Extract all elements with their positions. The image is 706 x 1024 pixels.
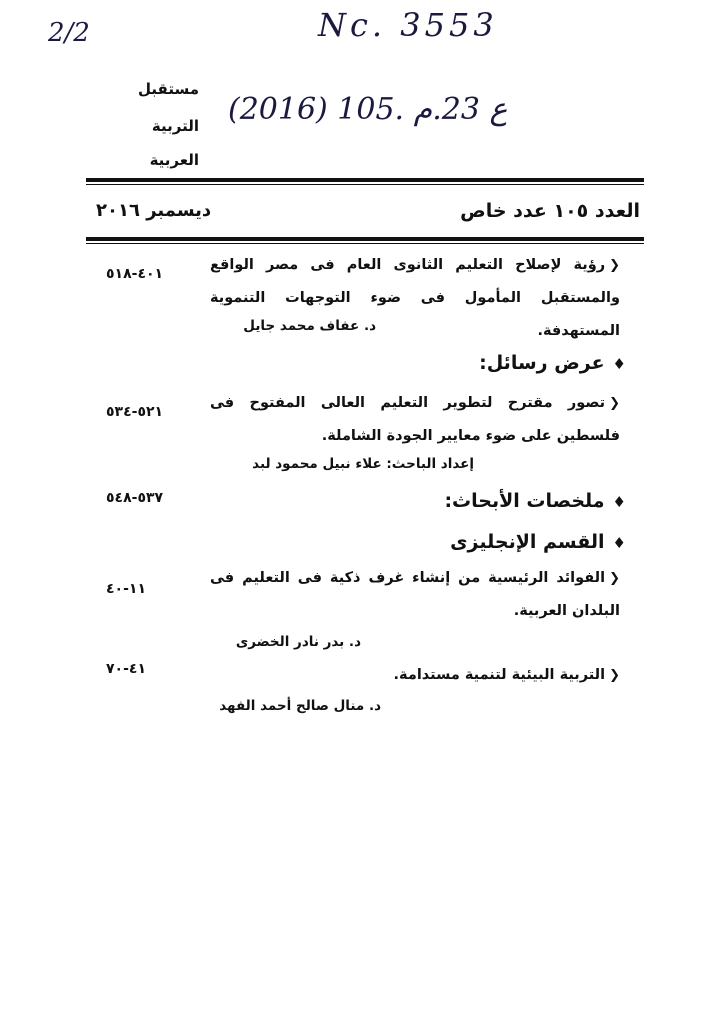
section-heading bbox=[444, 490, 626, 512]
chevron-left-icon: ❮ bbox=[609, 668, 620, 683]
section-label: القسم الإنجليزى bbox=[450, 531, 605, 553]
entry-title-text: التربية البيئية لتنمية مستدامة. bbox=[393, 667, 606, 683]
handwritten-issue-reference: (2016) 105. ع 23.م bbox=[228, 92, 508, 127]
section-heading bbox=[450, 531, 626, 553]
issue-title: العدد ١٠٥ عدد خاص bbox=[460, 200, 640, 222]
diamond-bullet-icon: ♦ bbox=[612, 355, 626, 373]
toc-entry-pages: ٤٠١-٥١٨ bbox=[106, 266, 164, 282]
entry-title-text: رؤية لإصلاح التعليم الثانوى العام فى مصر الواقع والمستقبل المأمول فى ضوء التوجهات التنموية المستهدفة. bbox=[210, 257, 620, 339]
chevron-left-icon: ❮ bbox=[609, 396, 620, 411]
section-label: عرض رسائل: bbox=[479, 352, 605, 374]
toc-entry-pages: ٥٢١-٥٣٤ bbox=[106, 404, 164, 420]
toc-entry-pages: ١١-٤٠ bbox=[106, 581, 146, 597]
header-rule-top-thick bbox=[86, 178, 644, 182]
section-pages: ٥٣٧-٥٤٨ bbox=[106, 490, 164, 506]
handwritten-page-number: 2/2 bbox=[48, 18, 90, 48]
issue-date: ديسمبر ٢٠١٦ bbox=[96, 200, 212, 221]
toc-entry-author: د. بدر نادر الخضرى bbox=[235, 634, 361, 650]
journal-name-line-2: التربية bbox=[151, 117, 199, 135]
toc-entry-author: د. منال صالح أحمد الفهد bbox=[219, 698, 381, 714]
diamond-bullet-icon: ♦ bbox=[612, 493, 626, 511]
toc-entry-title bbox=[210, 562, 620, 628]
header-rule-bottom-thick bbox=[86, 237, 644, 241]
handwritten-catalog-number: Nc. 3553 bbox=[318, 6, 498, 44]
chevron-left-icon: ❮ bbox=[609, 571, 620, 586]
toc-entry-author: إعداد الباحث: علاء نبيل محمود لبد bbox=[252, 456, 474, 472]
diamond-bullet-icon: ♦ bbox=[612, 534, 626, 552]
journal-name-line-3: العربية bbox=[149, 151, 199, 169]
entry-title-text: الفوائد الرئيسية من إنشاء غرف ذكية فى التعليم فى البلدان العربية. bbox=[210, 570, 620, 619]
entry-title-text: تصور مقترح لتطوير التعليم العالى المفتوح فى فلسطين على ضوء معايير الجودة الشاملة. bbox=[210, 395, 620, 444]
toc-entry-title bbox=[210, 387, 620, 453]
toc-entry-title bbox=[210, 659, 620, 692]
header-rule-bottom-thin bbox=[86, 243, 644, 244]
section-heading bbox=[479, 352, 626, 374]
toc-entry-pages: ٤١-٧٠ bbox=[106, 661, 146, 677]
header-rule-top-thin bbox=[86, 184, 644, 185]
journal-name-line-1: مستقبل bbox=[138, 80, 199, 98]
toc-entry-author: د. عفاف محمد جايل bbox=[243, 318, 376, 334]
chevron-left-icon: ❮ bbox=[609, 258, 620, 273]
section-label: ملخصات الأبحاث: bbox=[444, 490, 605, 512]
